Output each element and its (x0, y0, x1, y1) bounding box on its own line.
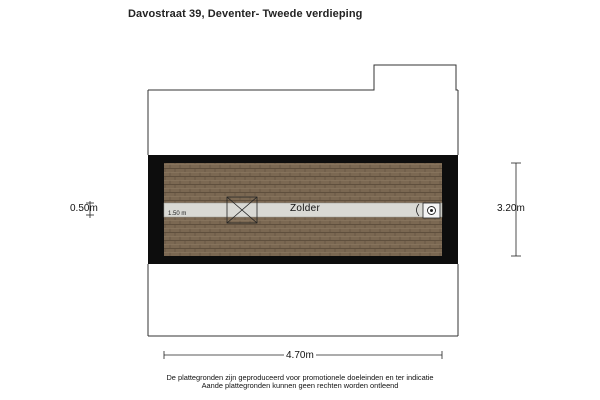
dim-bottom-label: 4.70m (286, 350, 314, 361)
plan-title: Davostraat 39, Deventer- Tweede verdieping (128, 8, 363, 20)
room-name: Zolder (290, 203, 321, 214)
room-inner-dim: 1.50 m (168, 211, 187, 217)
disclaimer-line-2: Aande plattegronden kunnen geen rechten worden ontleend (201, 381, 399, 390)
dim-left-label: 0.50m (70, 203, 98, 214)
disclaimer-line-1: De plattegronden zijn geproduceerd voor promotionele doeleinden en ter indicatie (166, 373, 434, 382)
boiler-icon (423, 203, 440, 218)
dim-right-label: 3.20m (497, 203, 525, 214)
